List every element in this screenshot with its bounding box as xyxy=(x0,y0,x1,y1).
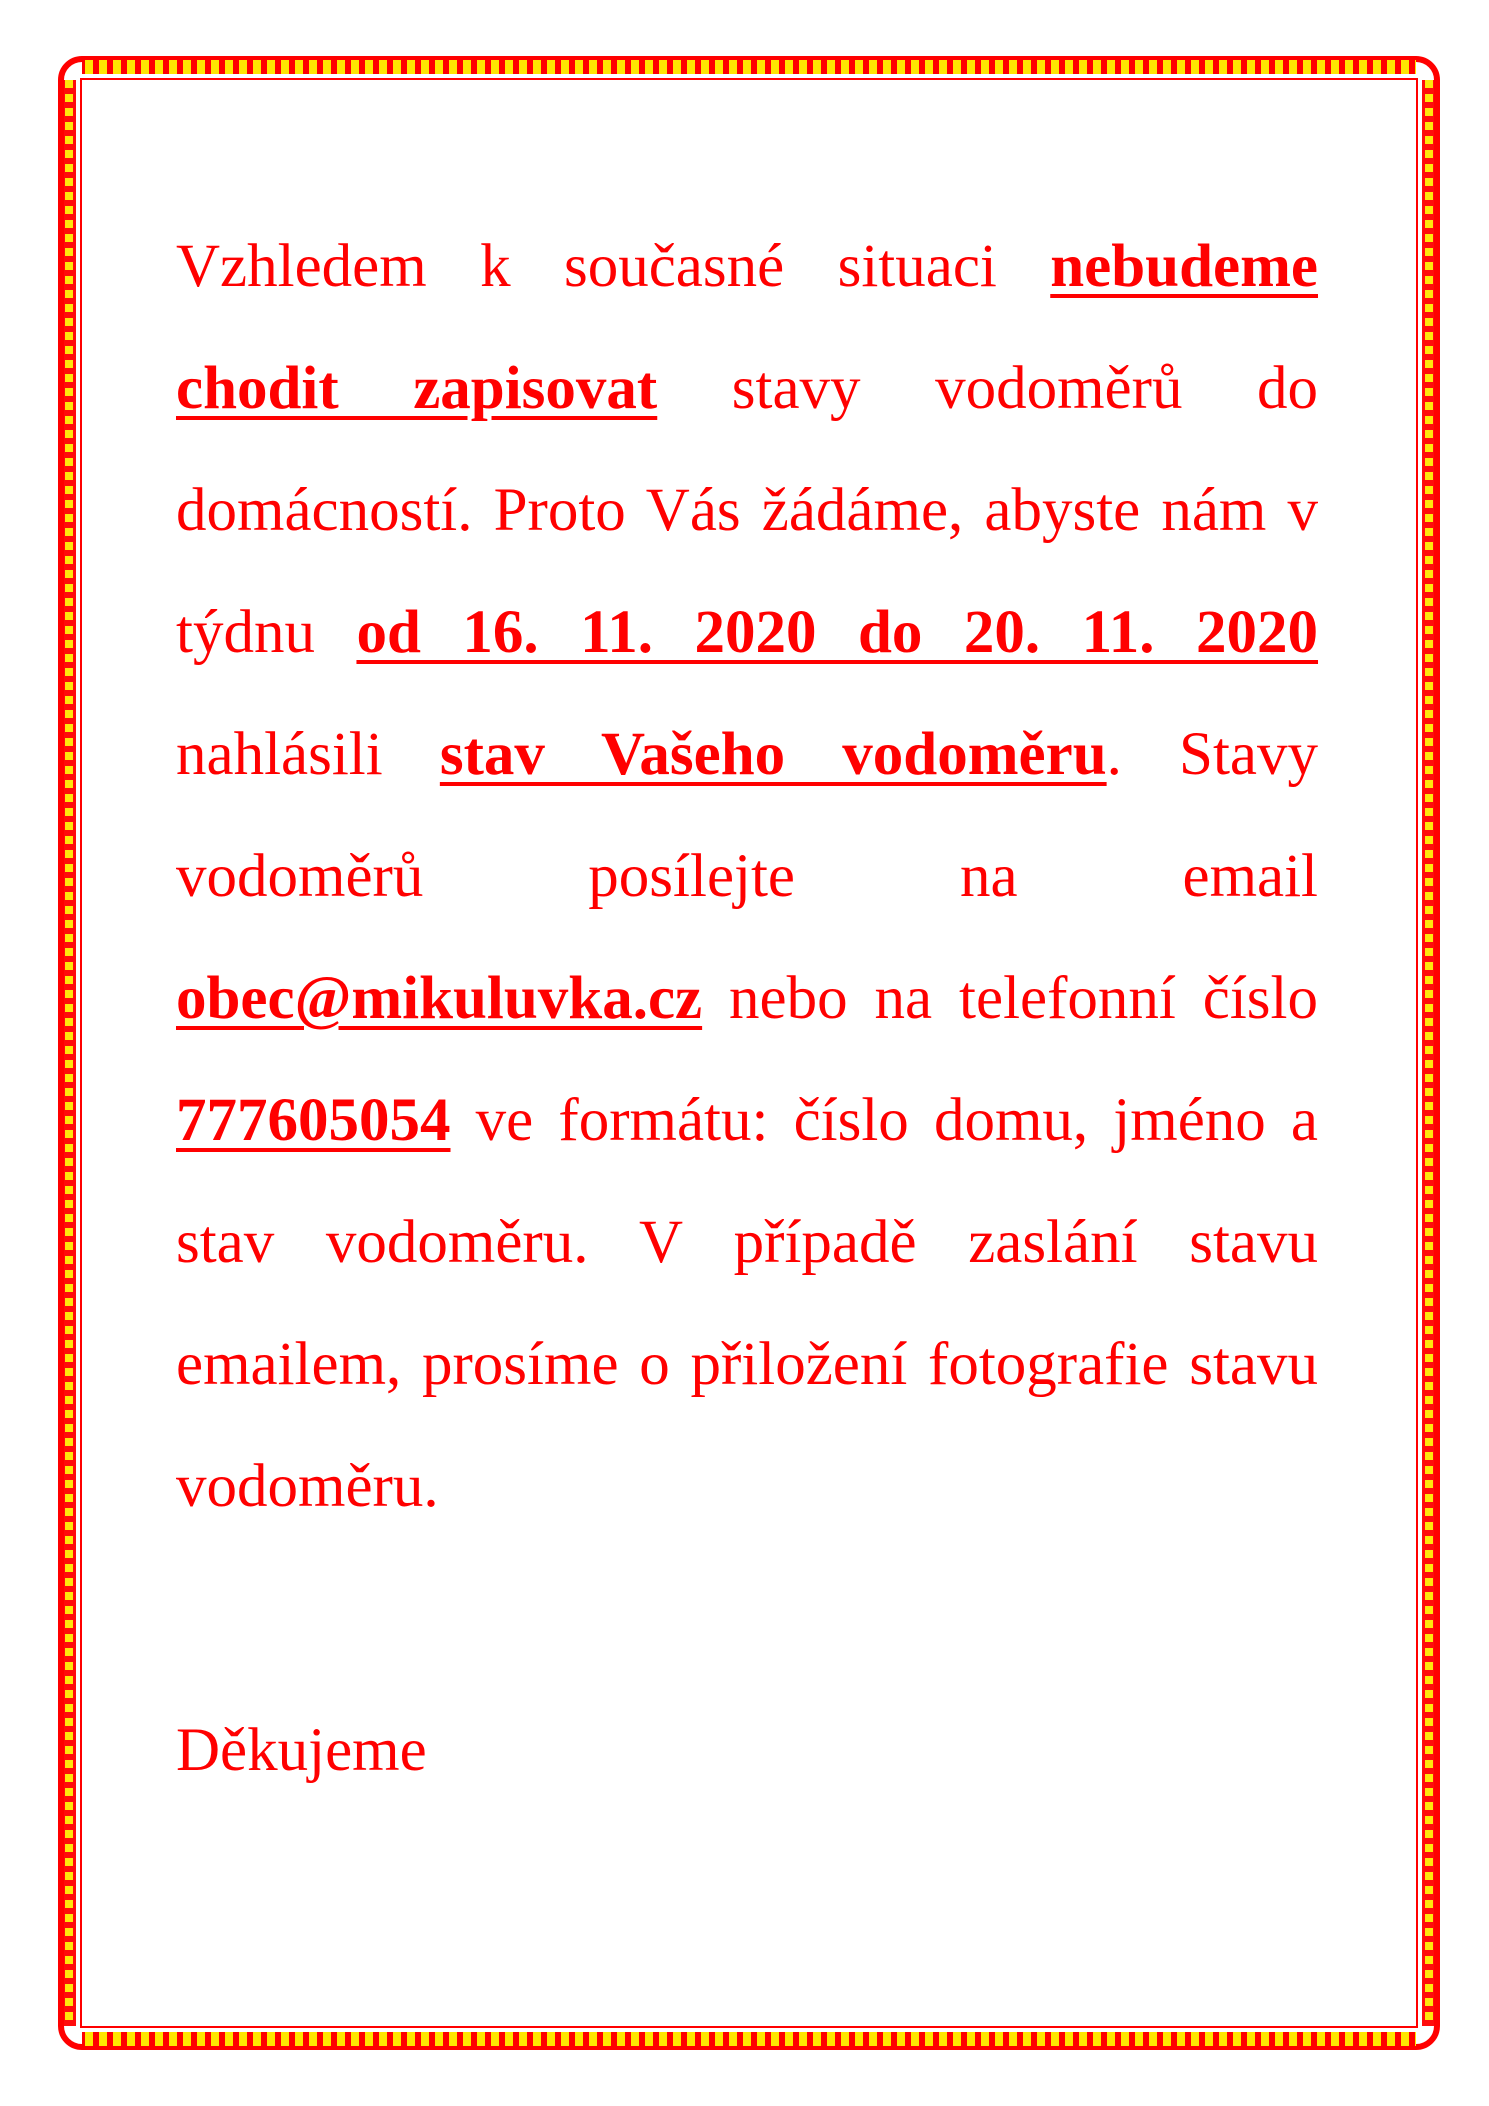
border-bottom-band xyxy=(82,2032,1416,2046)
notice-text-2: nahlásili xyxy=(176,721,440,788)
notice-bold-no-visits: nebudeme chodit zapisovat xyxy=(176,233,1318,422)
notice-bold-meter-state: stav Vašeho vodoměru xyxy=(439,721,1107,788)
notice-bold-dates: od 16. 11. 2020 do 20. 11. 2020 xyxy=(356,599,1319,666)
email-link[interactable]: obec@mikuluvka.cz xyxy=(176,965,703,1032)
border-top-band xyxy=(82,60,1416,74)
notice-body xyxy=(176,206,1318,1548)
border-left-band xyxy=(62,80,76,2026)
phone-number[interactable]: 777605054 xyxy=(176,1087,451,1154)
notice-text-4: nebo na telefonní číslo xyxy=(702,965,1318,1032)
notice-text-3: . Stavy vodoměrů posílejte na email xyxy=(176,721,1318,910)
notice-text-5: ve formátu: číslo domu, jméno a stav vodoměru. V případě zaslání stavu emailem, prosíme o přiložení fotografie stavu vodoměru. xyxy=(176,1087,1318,1520)
notice-paragraph xyxy=(176,206,1318,1548)
notice-text-1: stavy vodoměrů do domácností. Proto Vás žádáme, abyste nám v týdnu xyxy=(176,355,1318,666)
notice-intro: Vzhledem k současné situaci xyxy=(176,233,1051,300)
border-right-band xyxy=(1422,80,1436,2026)
closing-thanks: Děkujeme xyxy=(176,1717,427,1784)
